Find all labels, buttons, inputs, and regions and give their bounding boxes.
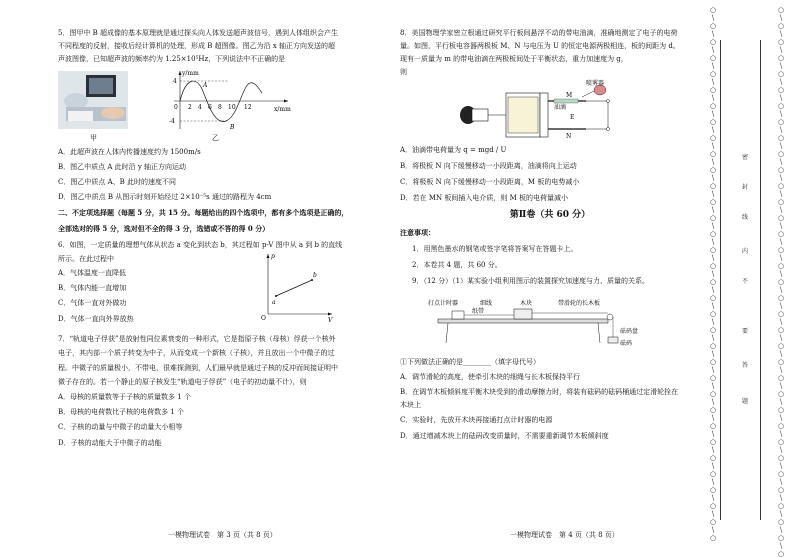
seal-word-8: 题 [742,398,749,405]
q7-option-a: A．母核的质量数等于子核的质量数多 1 个 [58,393,191,402]
point-a: A [203,81,208,89]
q7-line1: 7．“轨道电子俘获”是放射性同位素衰变的一种形式，它是指原子核（母核）俘获一个核外 [58,335,336,344]
q8-line2: 量。如图，平行板电容器两极板 M、N 与电压为 U 的恒定电源两极相连，板的间距为 d。 [400,42,680,51]
label-yi: 乙 [212,133,219,142]
footer-left: 一模物理试卷 第 3 页（共 8 页） [168,531,277,539]
tick-y-pos: 4 [173,77,177,85]
origin-label: 0 [174,103,178,111]
right-column [400,28,700,441]
tick-y-neg: -4 [169,117,175,125]
point-b: B [230,123,235,131]
part2-title: 第Ⅱ卷（共 60 分） [509,209,591,220]
left-column [58,28,380,448]
seal-word-1: 密 [742,154,749,161]
fig-load: 砝码 [620,339,633,347]
q8-option-b: B．将极板 N 向下缓慢移动一小段距离，油滴将向上运动 [400,162,577,171]
seal-word-3: 线 [742,214,749,221]
q7-line4: 微子存在的。若一个静止的原子核发生“轨道电子俘获”（电子的初动量不计），则 [58,377,307,386]
seal-word-7: 答 [742,362,749,369]
q9-option-d: D．通过增减木块上的砝码改变质量时，不需要重新调节木板倾斜度 [400,431,609,440]
q9-option-b-cont: 木块上 [400,401,421,410]
binding-ring-column-2: ○ \ ○ \ ○ \ ○ \ ○ \ ○ \ ○ \ ○ \ ○ \ ○ \ ○ \ ○ \ ○ \ ○ \ ○ \ ○ \ ○ \ ○ \ ○ \ ○ \ ○ \ ○ \ ○ \ ○ \ ○ \ ○ \ ○ \ ○ \ ○ \ ○ \ ○ \ ○ \ ○ \ ○ \ ○ [777,6,785,558]
binding-line-1 [720,40,721,520]
q6-line1: 6．如图，一定质量的理想气体从状态 a 变化到状态 b，其过程如 p-V 图中从 a 到 b 的直线 [58,240,343,249]
q9-option-c: C．实验时，先放开木块再接通打点计时器的电源 [400,416,553,425]
q8-option-c: C．将极板 N 向下缓慢移动一小段距离，M 板的电势减小 [400,178,580,187]
fig-pulley: 带滑轮的长木板 [558,299,601,307]
q9-question: ①下列做法正确的是________（填字母代号） [400,357,540,366]
tick-x-12: 12 [244,103,252,111]
q8-line1: 8．美国物理学家密立根通过研究平行板间悬浮不动的带电油滴，准确地测定了电子的电荷 [400,29,678,37]
q8-option-d: D．若在 MN 板间插入电介质，则 M 板的电荷量减小 [400,194,568,203]
axis-y-label: y/mm [182,69,199,77]
fig-label-oil: 油滴 [554,103,567,111]
q5-option-c: C．图乙中质点 A、B 此时的速度不同 [58,178,177,187]
q6-option-c: C．气体一直对外做功 [58,299,127,308]
tick-x-10: 10 [228,103,236,111]
fig-label-n: N [566,132,572,140]
section2-line2: 全部选对的得 5 分，选对但不全的得 3 分，选错或不答的得 0 分） [58,223,270,233]
q7-line2: 电子，其内部一个质子转变为中子，从而变成一个新核（子核），并且放出一个中微子的过 [58,349,335,358]
millikan-figure [458,79,658,141]
q8-line4: 则 [400,67,407,76]
fig-timer: 打点计时器 [428,299,459,307]
q5-line3: 声波图像，已知超声波的频率约为 1.25×10⁵Hz，下列说法中不正确的是 [58,55,286,64]
q6-option-d: D．气体一直向外界放热 [58,315,134,324]
pv-graph [258,250,338,325]
q9-option-b: B．在调节木板倾斜度平衡木块受到的滑动摩擦力时，将装有砝码的砝码桶通过定滑轮拴在 [400,388,679,397]
q6-option-a: A．气体温度一直降低 [58,269,127,278]
axis-x-label: x/mm [274,105,291,113]
origin-o: O [261,315,266,323]
q5-line1: 5．图甲中 B 超成像的基本原理就是通过探头向人体发送超声波信号，遇到人体组织会产生 [58,29,339,37]
q5-option-d: D．图乙中质点 B 从图示时刻开始经过 2×10⁻⁵s 通过的路程为 4cm [58,193,272,202]
notes-title: 注意事项： [400,227,435,237]
q6-line2: 所示。在此过程中 [58,255,114,264]
tick-x-6: 6 [208,103,212,111]
q5-option-a: A．此超声波在人体内传播速度约为 1500m/s [58,147,201,156]
notes-item-2: 2．本卷共 4 题，共 60 分。 [412,261,502,270]
q6-option-b: B．气体内能一直增加 [58,284,127,293]
q8-line3: 现有一质量为 m 的带电油滴在两极板间处于平衡状态，重力加速度为 g， [400,55,628,64]
ultrasound-photo [58,71,128,129]
section2-line1: 二、不定项选择题（每题 5 分，共 15 分。每题给出的四个选项中，都有多个选项是正确的， [58,208,349,218]
tick-x-2: 2 [188,103,192,111]
q7-line3: 程。中微子的质量极小，不带电，很难探测到，人们最早就是通过子核的反冲而间接证明中 [58,363,338,372]
seal-word-6: 要 [742,328,749,335]
tick-x-4: 4 [198,103,202,111]
fig-label-m: M [566,91,573,99]
notes-item-1: 1．用黑色墨水的钢笔或签字笔将答案写在答题卡上。 [412,245,578,254]
state-b: b [313,272,317,280]
q7-option-d: D．子核的动能大于中微子的动能 [58,438,162,447]
q8-option-a: A．油滴带电荷量为 q = mgd / U [400,145,507,154]
binding-line-2 [760,40,761,520]
q7-option-b: B．母核的电荷数比子核的电荷数多 1 个 [58,408,185,417]
seal-word-2: 封 [742,184,749,191]
fig-block: 木块 [520,299,533,307]
fig-label-e: E [570,113,575,121]
fig-weights: 砝码盘 [620,327,639,335]
fig-tape: 纸带 [472,307,485,315]
axis-p: p [271,253,275,261]
q9-line1: 9．（12 分）（1）某实验小组利用图示的装置探究加速度与力、质量的关系。 [412,277,650,286]
q7-option-c: C．子核的动量与中微子的动量大小相等 [58,423,183,432]
fig-label-spray: 喷雾器 [586,79,605,87]
q5-figures [58,67,380,142]
seal-word-5: 不 [742,278,749,285]
axis-v: V [328,317,333,325]
q9-option-a: A．调节滑轮的高度，使牵引木块的细绳与长木板保持平行 [400,372,581,381]
tick-x-8: 8 [218,103,222,111]
binding-ring-column-1: ○ \ ○ \ ○ \ ○ \ ○ \ ○ \ ○ \ ○ \ ○ \ ○ \ ○ \ ○ \ ○ \ ○ \ ○ \ ○ \ ○ \ ○ \ ○ \ ○ \ ○ \ ○ \ ○ \ ○ \ ○ \ ○ \ ○ \ ○ \ ○ \ ○ \ ○ \ ○ \ ○ \ ○ [709,6,717,542]
seal-word-4: 内 [742,248,749,255]
q5-option-b: B．图乙中质点 A 此时沿 y 轴正方向运动 [58,162,187,171]
label-jia: 甲 [90,133,97,142]
acceleration-apparatus [428,293,658,351]
fig-string: 细线 [480,299,493,307]
q5-line2: 不同程度的反射，接收后经计算机的处理，形成 B 超图像。图乙为沿 x 轴正方向发送的超 [58,42,335,51]
wave-graph [166,67,296,133]
footer-right: 一模物理试卷 第 4 页（共 8 页） [510,531,619,539]
state-a: a [272,299,276,307]
